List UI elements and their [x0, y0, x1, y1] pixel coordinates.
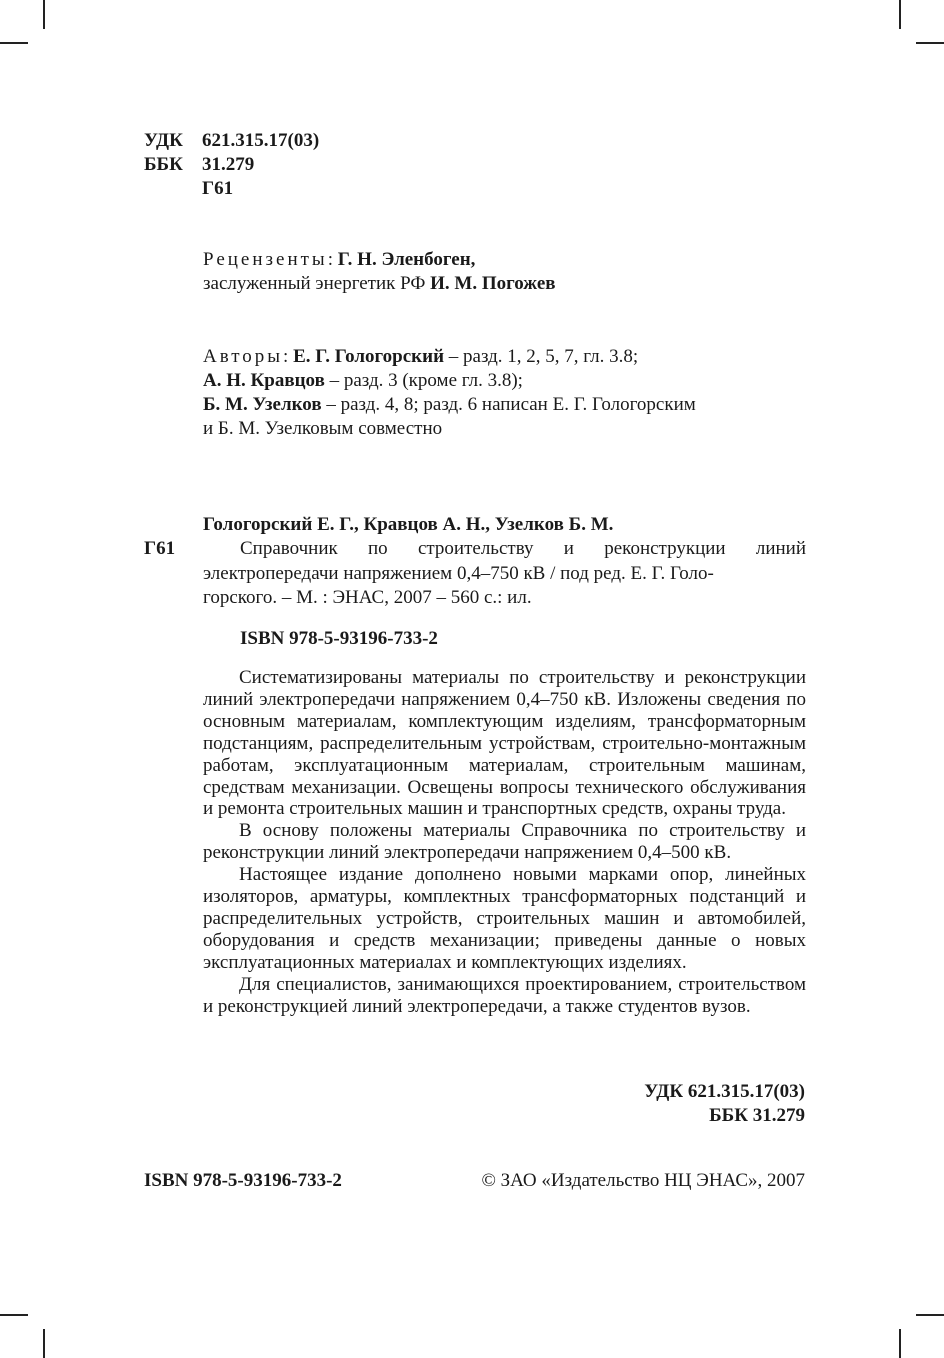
crop-mark — [43, 1329, 45, 1358]
author-sections: – разд. 1, 2, 5, 7, гл. 3.8; — [444, 346, 639, 367]
crop-mark — [0, 42, 28, 44]
footer-isbn: ISBN 978-5-93196-733-2 — [144, 1170, 342, 1191]
crop-mark — [899, 1329, 901, 1358]
author-code: Г61 — [202, 178, 234, 199]
crop-mark — [899, 0, 901, 29]
reviewer-title: заслуженный энергетик РФ — [203, 273, 426, 294]
udk-label: УДК — [144, 130, 183, 151]
copyright: © ЗАО «Издательство НЦ ЭНАС», 2007 — [481, 1170, 805, 1191]
bibliography-title-line: Справочник по строительству и реконструкции линий — [240, 538, 806, 559]
udk-value: 621.315.17(03) — [202, 130, 320, 151]
reviewers-label: Рецензенты — [203, 249, 328, 270]
crop-mark — [0, 1314, 28, 1316]
footer-udk: УДК 621.315.17(03) — [644, 1081, 805, 1102]
bibliography-heading: Гологорский Е. Г., Кравцов А. Н., Узелков Б. М. — [203, 514, 614, 535]
footer-bbk: ББК 31.279 — [709, 1105, 805, 1126]
bbk-value: 31.279 — [202, 154, 255, 175]
abstract-paragraph: Систематизированы материалы по строительству и реконструкции линий электропередачи напряжением 0,4–750 кВ. Изложены сведения по основным материалам, комплектующим изделиям, трансформаторным подстанциям, распределительным устройствам, строительно-монтажным работам, эксплуатационным материалам, строительным машинам, средствам механизации. Освещены вопросы технического обслуживания и ремонта строительных машин и транспортных средств, охраны труда. — [203, 667, 806, 820]
bbk-label: ББК — [144, 154, 183, 175]
authors-label: Авторы — [203, 346, 284, 367]
author-sections: – разд. 4, 8; разд. 6 написан Е. Г. Гологорским — [321, 394, 696, 415]
bibliography-code: Г61 — [144, 538, 176, 559]
crop-mark — [916, 1314, 944, 1316]
authors-joint-line: и Б. М. Узелковым совместно — [203, 418, 443, 439]
abstract-paragraph: Настоящее издание дополнено новыми марками опор, линейных изоляторов, арматуры, комплектных трансформаторных подстанций и распределительных устройств, строительных машин и автомобилей, оборудования и средств механизации; приведены данные о новых эксплуатационных материалах и комплектующих изделиях. — [203, 864, 806, 973]
bibliography-title-line: горского. – М. : ЭНАС, 2007 – 560 с.: ил. — [203, 587, 532, 608]
author-name: А. Н. Кравцов — [203, 370, 325, 391]
bibliography-title-line: электропередачи напряжением 0,4–750 кВ / под ред. Е. Г. Голо- — [203, 563, 714, 584]
bibliography-isbn: ISBN 978-5-93196-733-2 — [240, 628, 438, 649]
author-name: Б. М. Узелков — [203, 394, 322, 415]
abstract — [203, 667, 806, 1018]
author-name: Е. Г. Гологорский — [293, 346, 445, 367]
abstract-paragraph: Для специалистов, занимающихся проектированием, строительством и реконструкцией линий электропередачи, а также студентов вузов. — [203, 973, 806, 1017]
abstract-paragraph: В основу положены материалы Справочника по строительству и реконструкции линий электропередачи напряжением 0,4–500 кВ. — [203, 820, 806, 864]
author-sections: – разд. 3 (кроме гл. 3.8); — [324, 370, 523, 391]
crop-mark — [916, 42, 944, 44]
reviewer-name: Г. Н. Эленбоген, — [337, 249, 476, 270]
crop-mark — [43, 0, 45, 29]
reviewer-name: И. М. Погожев — [430, 273, 556, 294]
